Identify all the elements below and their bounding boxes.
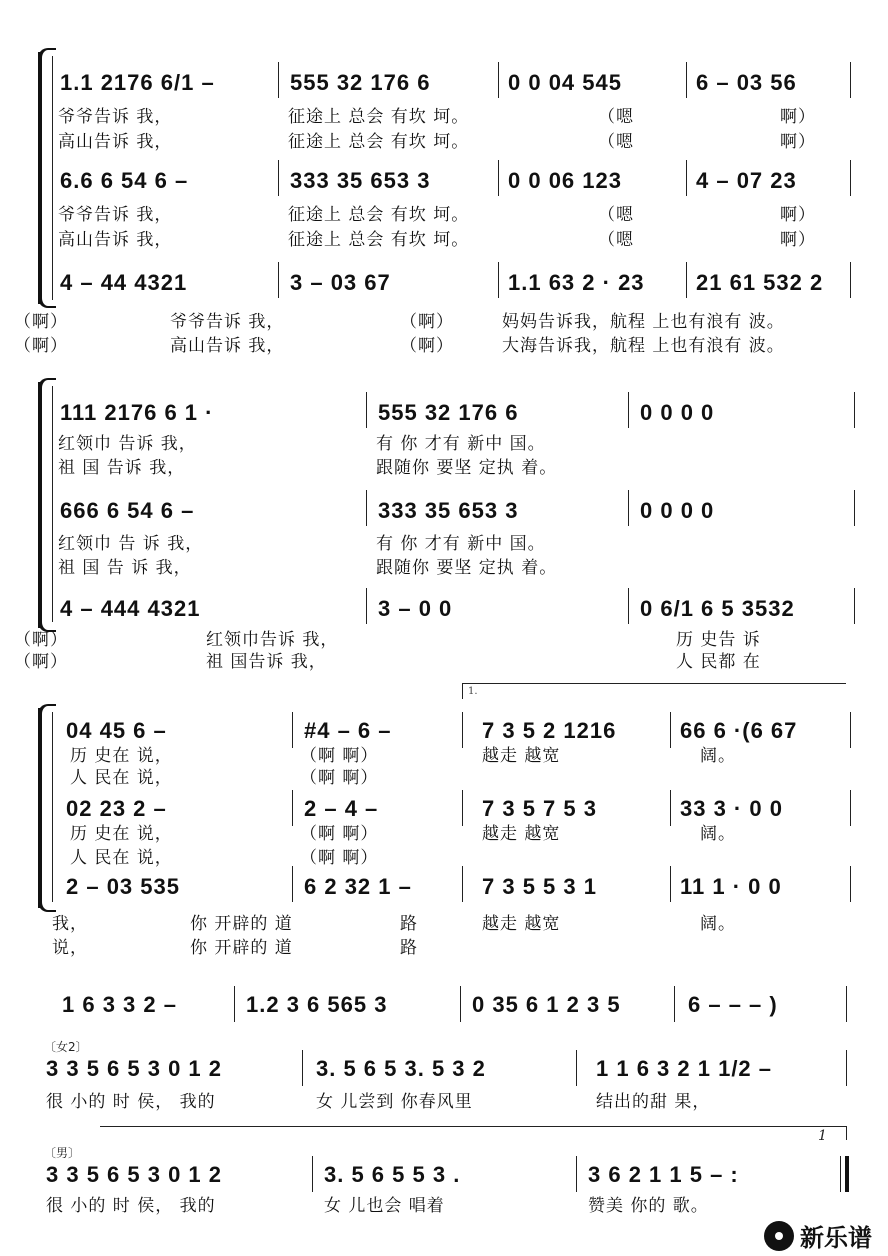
barline — [850, 262, 851, 298]
lyric: 征途上 总会 有坎 坷。 — [288, 132, 470, 152]
barline — [366, 588, 367, 624]
notation-measure: 3 3 5 6 5 3 0 1 2 — [46, 1056, 223, 1081]
bracket-bottom — [38, 298, 56, 308]
lyric: 大海告诉我，航程 上也有浪有 波。 — [502, 336, 785, 356]
notation-measure: 66 6 ·(6 67 — [680, 718, 798, 743]
lyric: 你 开辟的 道 — [190, 914, 293, 934]
lyric: （啊 啊） — [300, 848, 379, 868]
lyric: （嗯 — [598, 205, 634, 225]
notation-measure: 3 – 03 67 — [290, 270, 391, 295]
notation-measure: 555 32 176 6 — [290, 70, 431, 95]
volta-bracket — [846, 1126, 847, 1140]
notation-measure: 7 3 5 7 5 3 — [482, 796, 597, 821]
lyric: （啊 啊） — [300, 768, 379, 788]
notation-measure: 3 – 0 0 — [378, 596, 453, 621]
lyric: 历 史告 诉 — [676, 630, 761, 650]
barline — [278, 160, 279, 196]
barline — [854, 490, 855, 526]
notation-measure: 7 3 5 2 1216 — [482, 718, 617, 743]
lyric: 征途上 总会 有坎 坷。 — [288, 205, 470, 225]
site-logo — [764, 1218, 872, 1253]
notation-measure: 333 35 653 3 — [378, 498, 519, 523]
voice-tag: 〔男〕 — [44, 1146, 81, 1160]
lyric: 很 小的 时 侯， 我的 — [46, 1092, 216, 1112]
lyric: 阔。 — [700, 914, 736, 934]
lyric: 路 — [400, 914, 418, 934]
notation-measure: 2 – 4 – — [304, 796, 379, 821]
logo-text: 新乐谱 — [800, 1224, 872, 1252]
bracket-top — [38, 48, 56, 58]
lyric: 越走 越宽 — [482, 824, 561, 844]
barline — [498, 160, 499, 196]
barline — [850, 790, 851, 826]
lyric: 啊） — [780, 205, 816, 225]
lyric: 越走 越宽 — [482, 914, 561, 934]
lyric: 爷爷告诉 我， — [170, 312, 285, 332]
lyric: 越走 越宽 — [482, 746, 561, 766]
notation-measure: 4 – 44 4321 — [60, 270, 188, 295]
barline — [576, 1156, 577, 1192]
lyric: 你 开辟的 道 — [190, 938, 293, 958]
lyric: 女 儿尝到 你春风里 — [316, 1092, 473, 1112]
barline — [460, 986, 461, 1022]
notation-measure: 7 3 5 5 3 1 — [482, 874, 597, 899]
notation-measure: 02 23 2 – — [66, 796, 167, 821]
notation-measure: 555 32 176 6 — [378, 400, 519, 425]
notation-measure: 11 1 · 0 0 — [680, 874, 782, 899]
barline — [628, 392, 629, 428]
notation-measure: 0 0 04 545 — [508, 70, 622, 95]
lyric: 啊） — [780, 230, 816, 250]
notation-measure: 3 6 2 1 1 5 – : — [588, 1162, 739, 1187]
barline — [366, 392, 367, 428]
barline — [686, 160, 687, 196]
volta-bracket — [462, 683, 846, 684]
barline — [670, 712, 671, 748]
lyric: （啊） — [14, 630, 68, 650]
system-line — [52, 56, 53, 300]
notation-measure: 0 6/1 6 5 3532 — [640, 596, 795, 621]
system-brace — [38, 708, 42, 908]
lyric: 妈妈告诉我，航程 上也有浪有 波。 — [502, 312, 785, 332]
volta-number: 1 — [818, 1128, 827, 1144]
notation-measure: 111 2176 6 1 · — [60, 400, 214, 425]
lyric: 历 史在 说， — [70, 824, 173, 844]
notation-measure: 333 35 653 3 — [290, 168, 431, 193]
barline — [498, 62, 499, 98]
notation-measure: 0 0 0 0 — [640, 400, 715, 425]
notation-measure: 1.1 63 2 · 23 — [508, 270, 645, 295]
volta-bracket — [100, 1126, 846, 1127]
notation-measure: 04 45 6 – — [66, 718, 167, 743]
lyric: 很 小的 时 侯， 我的 — [46, 1196, 216, 1216]
repeat-barline — [845, 1156, 849, 1192]
lyric: 红领巾 告 诉 我， — [58, 534, 204, 554]
lyric: 女 儿也会 唱着 — [324, 1196, 445, 1216]
system-line — [52, 386, 53, 622]
notation-measure: 3 3 5 6 5 3 0 1 2 — [46, 1162, 223, 1187]
barline — [278, 62, 279, 98]
barline — [292, 866, 293, 902]
notation-measure: 1.2 3 6 565 3 — [246, 992, 388, 1017]
barline — [686, 62, 687, 98]
barline — [462, 866, 463, 902]
volta-bracket — [462, 683, 463, 699]
lyric: 征途上 总会 有坎 坷。 — [288, 107, 470, 127]
barline — [234, 986, 235, 1022]
lyric: 赞美 你的 歌。 — [588, 1196, 709, 1216]
barline — [850, 866, 851, 902]
barline — [686, 262, 687, 298]
barline — [854, 392, 855, 428]
barline — [462, 790, 463, 826]
barline — [854, 588, 855, 624]
lyric: 啊） — [780, 132, 816, 152]
notation-measure: 6.6 6 54 6 – — [60, 168, 189, 193]
lyric: （嗯 — [598, 230, 634, 250]
barline — [292, 712, 293, 748]
notation-measure: 4 – 07 23 — [696, 168, 797, 193]
barline — [850, 160, 851, 196]
notation-measure: 4 – 444 4321 — [60, 596, 201, 621]
barline — [846, 986, 847, 1022]
bracket-top — [38, 378, 56, 388]
notation-measure: 0 35 6 1 2 3 5 — [472, 992, 621, 1017]
notation-measure: 6 – – – ) — [688, 992, 778, 1017]
lyric: 阔。 — [700, 746, 736, 766]
lyric: 人 民在 说， — [70, 768, 173, 788]
lyric: 祖 国 告 诉 我， — [58, 558, 192, 578]
barline — [628, 588, 629, 624]
lyric: 祖 国告诉 我， — [206, 652, 327, 672]
lyric: 有 你 才有 新中 国。 — [376, 534, 546, 554]
notation-measure: 1 1 6 3 2 1 1/2 – — [596, 1056, 773, 1081]
lyric: 结出的甜 果， — [596, 1092, 711, 1112]
barline — [498, 262, 499, 298]
lyric: 高山告诉 我， — [58, 132, 173, 152]
barline — [302, 1050, 303, 1086]
barline — [840, 1156, 841, 1192]
notation-measure: 6 – 03 56 — [696, 70, 797, 95]
notation-measure: 3. 5 6 5 3. 5 3 2 — [316, 1056, 486, 1081]
notation-measure: 1.1 2176 6/1 – — [60, 70, 215, 95]
lyric: （啊 啊） — [300, 746, 379, 766]
barline — [850, 712, 851, 748]
barline — [576, 1050, 577, 1086]
notation-measure: 3. 5 6 5 5 3 . — [324, 1162, 461, 1187]
lyric: （嗯 — [598, 132, 634, 152]
lyric: 有 你 才有 新中 国。 — [376, 434, 546, 454]
lyric: （啊） — [400, 312, 454, 332]
lyric: 高山告诉 我， — [170, 336, 285, 356]
notation-measure: 33 3 · 0 0 — [680, 796, 783, 821]
lyric: （啊） — [14, 652, 68, 672]
lyric: 跟随你 要坚 定执 着。 — [376, 458, 558, 478]
lyric: 人 民在 说， — [70, 848, 173, 868]
notation-measure: 0 0 0 0 — [640, 498, 715, 523]
notation-measure: 21 61 532 2 — [696, 270, 824, 295]
lyric: 人 民都 在 — [676, 652, 761, 672]
lyric: 爷爷告诉 我， — [58, 205, 173, 225]
barline — [292, 790, 293, 826]
lyric: 跟随你 要坚 定执 着。 — [376, 558, 558, 578]
barline — [670, 790, 671, 826]
barline — [846, 1050, 847, 1086]
lyric: （啊） — [14, 336, 68, 356]
lyric: 征途上 总会 有坎 坷。 — [288, 230, 470, 250]
lyric: （嗯 — [598, 107, 634, 127]
lyric: 红领巾 告诉 我， — [58, 434, 197, 454]
lyric: 阔。 — [700, 824, 736, 844]
system-brace — [38, 382, 42, 628]
lyric: 爷爷告诉 我， — [58, 107, 173, 127]
barline — [278, 262, 279, 298]
notation-measure: #4 – 6 – — [304, 718, 392, 743]
lyric: 历 史在 说， — [70, 746, 173, 766]
barline — [462, 712, 463, 748]
lyric: 我， — [52, 914, 88, 934]
system-line — [52, 712, 53, 902]
lyric: （啊） — [14, 312, 68, 332]
lyric: 啊） — [780, 107, 816, 127]
barline — [674, 986, 675, 1022]
notation-measure: 6 2 32 1 – — [304, 874, 412, 899]
lyric: 祖 国 告诉 我， — [58, 458, 186, 478]
volta-number: 1. — [468, 686, 478, 697]
lyric: 说， — [52, 938, 88, 958]
bracket-top — [38, 704, 56, 714]
barline — [628, 490, 629, 526]
barline — [670, 866, 671, 902]
bracket-bottom — [38, 902, 56, 912]
record-disc-icon — [764, 1221, 794, 1251]
notation-measure: 0 0 06 123 — [508, 168, 622, 193]
voice-tag: 〔女2〕 — [44, 1040, 88, 1054]
system-brace — [38, 52, 42, 304]
lyric: （啊 啊） — [300, 824, 379, 844]
lyric: 高山告诉 我， — [58, 230, 173, 250]
notation-measure: 1 6 3 3 2 – — [62, 992, 177, 1017]
lyric: 红领巾告诉 我， — [206, 630, 339, 650]
notation-measure: 2 – 03 535 — [66, 874, 180, 899]
barline — [850, 62, 851, 98]
barline — [366, 490, 367, 526]
barline — [312, 1156, 313, 1192]
lyric: 路 — [400, 938, 418, 958]
lyric: （啊） — [400, 336, 454, 356]
notation-measure: 666 6 54 6 – — [60, 498, 195, 523]
